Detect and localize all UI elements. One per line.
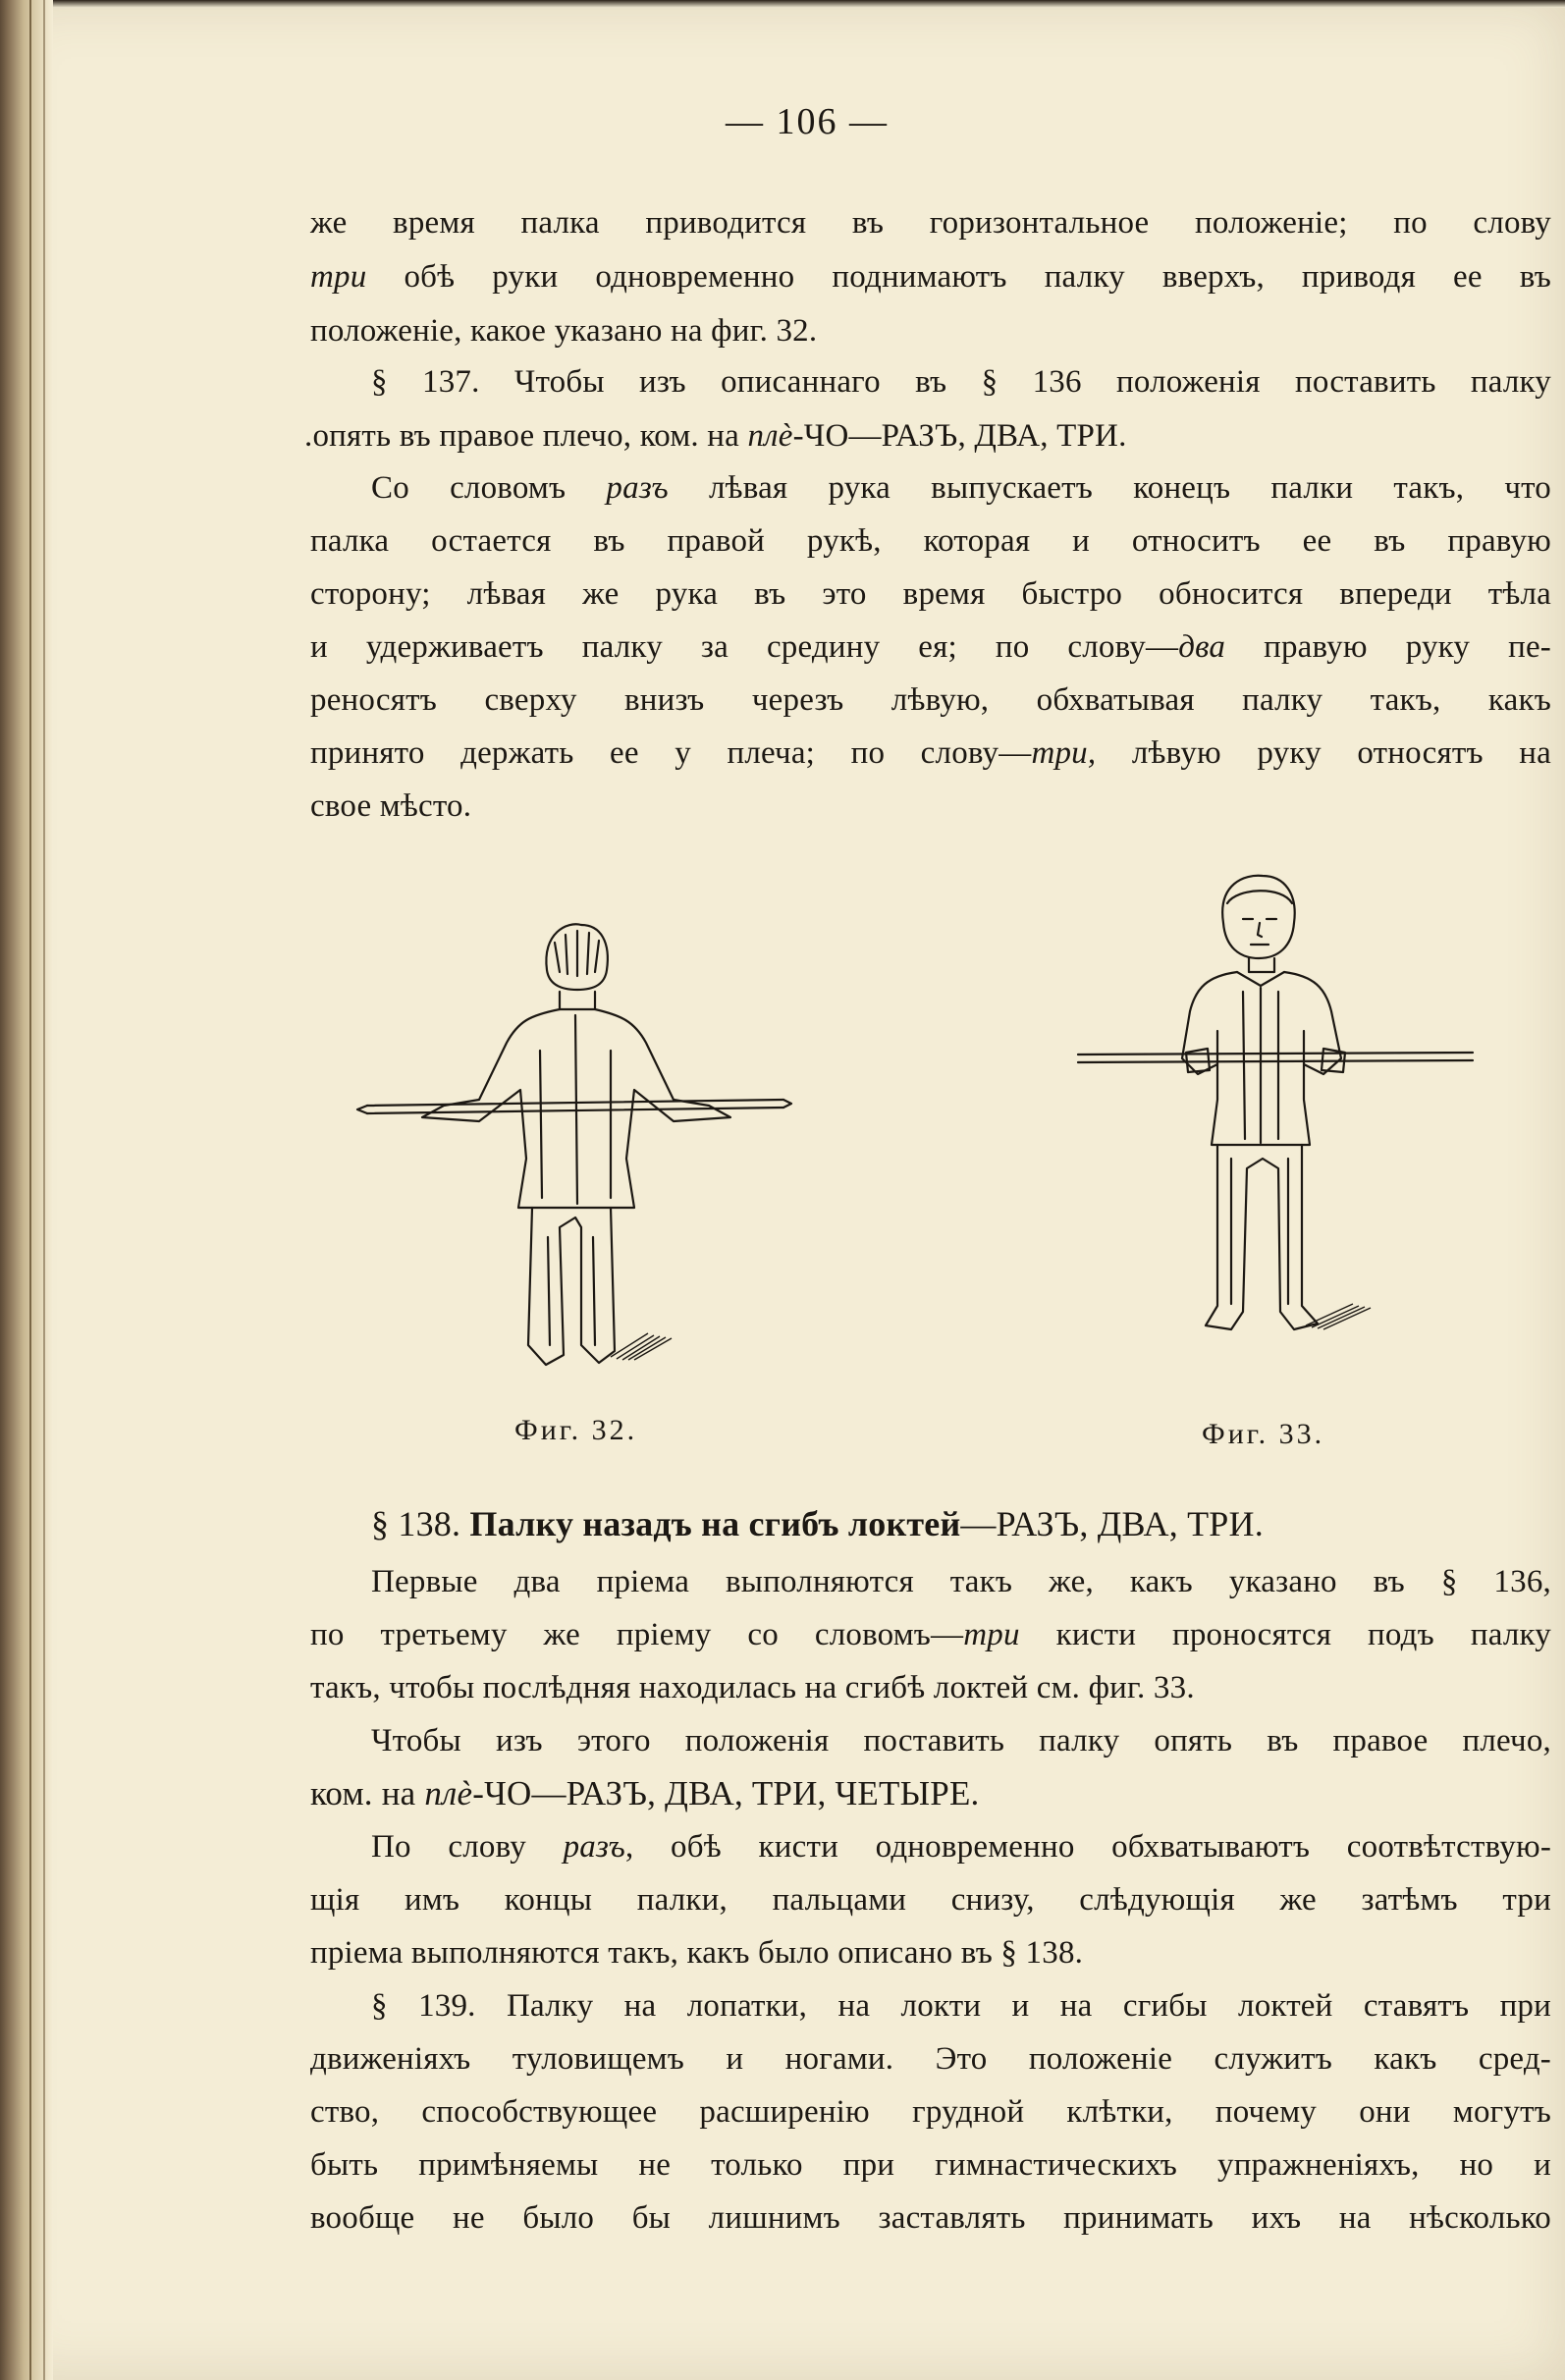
text-span: Со словомъ	[371, 470, 607, 506]
emphasis-word: разъ	[563, 1829, 625, 1865]
text-span: кисти проносятся подъ палку	[1019, 1617, 1551, 1652]
emphasis-word: три	[310, 259, 367, 295]
text-span: ком. на	[310, 1774, 425, 1812]
paragraph-line	[310, 734, 1551, 772]
paragraph-line	[371, 1828, 1551, 1866]
paragraph-line: пріема выполняются такъ, какъ было описано въ § 138.	[310, 1935, 1084, 1971]
paragraph-line: ство, способствующее расширенію грудной клѣтки, почему они могутъ	[310, 2094, 1551, 2130]
section-139-heading: § 139. Палку на лопатки, на локти и на сгибы локтей ставятъ при	[371, 1988, 1551, 2024]
text-span: .опять въ правое плечо, ком. на	[304, 418, 748, 454]
text-span: -ЧО—РАЗЪ, ДВА, ТРИ.	[792, 418, 1127, 454]
paragraph-line	[310, 628, 1551, 666]
text-span: правую руку пе-	[1225, 629, 1551, 665]
paragraph-line: сторону; лѣвая же рука въ это время быстро обносится впереди тѣла	[310, 576, 1551, 612]
paragraph-line: такъ, чтобы послѣдняя находилась на сгибѣ локтей см. фиг. 33.	[310, 1670, 1195, 1705]
emphasis-word: разъ	[606, 470, 669, 506]
paragraph-line: Чтобы изъ этого положенія поставить палку опять въ правое плечо,	[371, 1723, 1551, 1758]
text-span: § 138.	[371, 1504, 470, 1543]
paragraph-line: реносятъ сверху внизъ черезъ лѣвую, обхватывая палку такъ, какъ	[310, 682, 1551, 718]
paragraph-line: щія имъ концы палки, пальцами снизу, слѣдующія же затѣмъ три	[310, 1882, 1551, 1918]
paragraph-line	[310, 1616, 1551, 1653]
text-span: и удерживаетъ палку за средину ея; по слову—	[310, 629, 1179, 665]
emphasis-word: три,	[1031, 735, 1097, 771]
figure-32-illustration	[353, 913, 795, 1394]
figure-33-illustration	[1070, 864, 1483, 1384]
text-span: по третьему же пріему со словомъ—	[310, 1617, 964, 1652]
emphasis-word: плѐ	[424, 1774, 473, 1812]
text-span: По слову	[371, 1829, 564, 1865]
spine-edge-line	[43, 0, 45, 2380]
text-span: лѣвая рука выпускаетъ конецъ палки такъ, что	[668, 470, 1552, 506]
emphasis-word: плѐ	[747, 418, 793, 454]
section-138-heading	[371, 1505, 1264, 1542]
text-span: —РАЗЪ, ДВА, ТРИ.	[960, 1504, 1264, 1543]
text-span: обѣ руки одновременно поднимаютъ палку вверхъ, приводя ее въ	[366, 259, 1551, 295]
emphasis-word: два	[1178, 629, 1226, 665]
section-137-heading: § 137. Чтобы изъ описаннаго въ § 136 положенія поставить палку	[371, 364, 1551, 400]
emphasis-word: три	[963, 1617, 1020, 1652]
text-span: -ЧО—РАЗЪ, ДВА, ТРИ, ЧЕТЫРЕ.	[472, 1774, 980, 1812]
text-span: лѣвую руку относятъ на	[1096, 735, 1551, 771]
paragraph-line: положеніе, какое указано на фиг. 32.	[310, 313, 818, 349]
floor-shadow	[1306, 1304, 1371, 1329]
paragraph-line: быть примѣняемы не только при гимнастическихъ упражненіяхъ, но и	[310, 2147, 1551, 2183]
paragraph-line	[304, 417, 1127, 455]
paragraph-line: Первые два пріема выполняются такъ же, какъ указано въ § 136,	[371, 1564, 1551, 1599]
page-number: — 106 —	[726, 101, 889, 142]
paragraph-line: свое мѣсто.	[310, 788, 472, 824]
section-title-bold: Палку назадъ на сгибъ локтей	[469, 1504, 961, 1543]
text-span: принято держать ее у плеча; по слову—	[310, 735, 1032, 771]
paragraph-line: палка остается въ правой рукѣ, которая и относитъ ее въ правую	[310, 523, 1551, 559]
figure-33-caption: Фиг. 33.	[1202, 1418, 1325, 1450]
paragraph-line	[310, 1775, 979, 1812]
page-top-edge	[53, 0, 1565, 8]
spine-edge-line	[29, 0, 31, 2380]
paragraph-line: движеніяхъ туловищемъ и ногами. Это положеніе служитъ какъ сред-	[310, 2041, 1551, 2077]
text-span: , обѣ кисти одновременно обхватываютъ соотвѣтствую-	[624, 1829, 1552, 1865]
paragraph-line: вообще не было бы лишнимъ заставлять принимать ихъ на нѣсколько	[310, 2200, 1551, 2236]
paragraph-line	[310, 258, 1551, 296]
floor-shadow	[611, 1333, 672, 1360]
paragraph-line	[371, 469, 1551, 507]
paragraph-line: же время палка приводится въ горизонтальное положеніе; по слову	[310, 205, 1551, 241]
figure-32-caption: Фиг. 32.	[514, 1414, 638, 1446]
